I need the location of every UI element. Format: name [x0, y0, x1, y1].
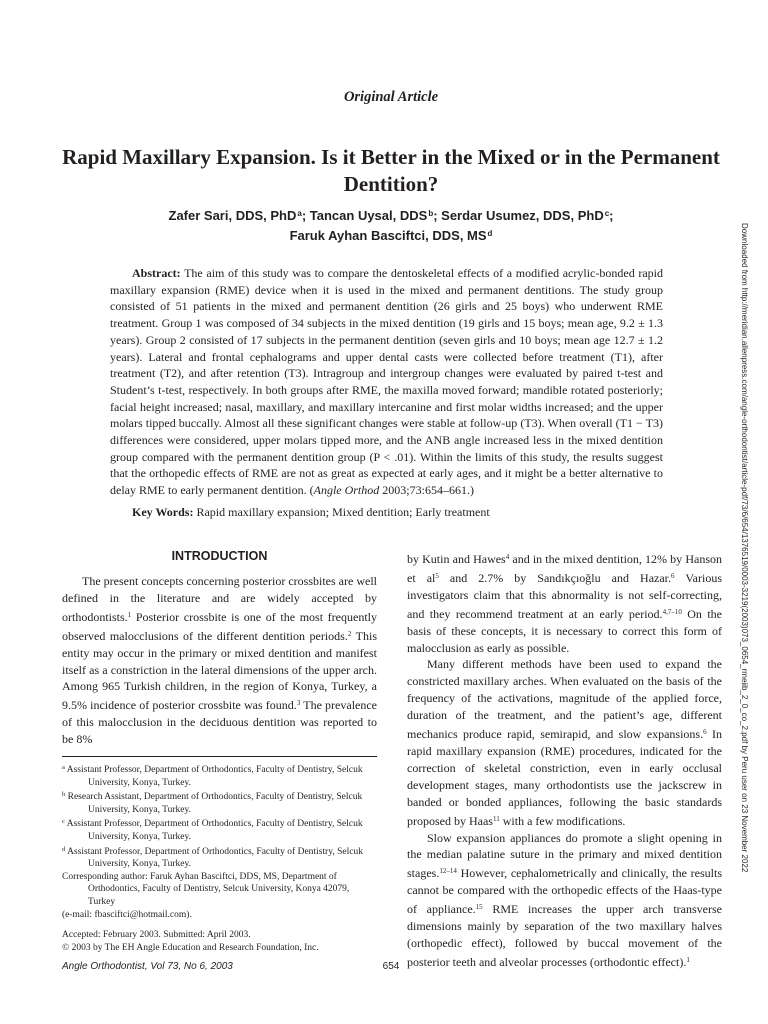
- keywords-text: Rapid maxillary expansion; Mixed dentition; Early treatment: [196, 505, 490, 519]
- author-line-2: [60, 225, 722, 245]
- email: (e-mail: fbasciftci@hotmail.com).: [62, 909, 192, 920]
- left-column: [62, 573, 377, 748]
- paragraph: Many different methods have been used to expand the constricted maxillary arches. When evaluated on the basis of the frequency of the activations, magnitude of the applied force, duration of the treatment, and the patient’s age, different mechanics produce rapid, semirapid, and slow expansions.$^6$ In rapid maxillary expansion (RME) procedures, indicated for the correction of skeletal constriction, even in early occlusal development stages, many orthodontists use the jackscrew in banded or bonded appliances, following the basic standards proposed by Haas$^{11}$ with a few modifications.: [407, 657, 723, 828]
- footnote-divider: [62, 756, 377, 757]
- abstract: [110, 265, 663, 499]
- footnote: $^c$ Assistant Professor, Department of Orthodontics, Faculty of Dentistry, Selcuk University, Konya, Turkey.: [62, 818, 363, 842]
- author-name: Serdar Usumez, DDS, PhD: [441, 208, 604, 223]
- footer-journal: Angle Orthodontist, Vol 73, No 6, 2003: [62, 961, 233, 972]
- page-number: 654: [382, 961, 400, 972]
- paragraph: by Kutin and Hawes$^4$ and in the mixed dentition, 12% by Hanson et $al^5$ and 2.7% by Sandıkçıoğlu and Hazar.$^6$ Various investigators claim that this abnormality is not self-correcting, and they recommend treatment at an early period.$^{4,7-10}$ On the basis of these concepts, it is necessary to correct this form of malocclusion as early as possible.: [407, 552, 722, 655]
- author-mark: b: [428, 209, 434, 218]
- corresponding-author: Corresponding author: Faruk Ayhan Basciftci, DDS, MS, Department of Orthodontics, Faculty of Dentistry, Selcuk University, Konya 42079, Turkey: [62, 871, 350, 907]
- introduction-heading: INTRODUCTION: [171, 549, 268, 563]
- section-label: Original Article: [343, 89, 439, 105]
- footnote: $^d$ Assistant Professor, Department of Orthodontics, Faculty of Dentistry, Selcuk University, Konya, Turkey.: [62, 845, 363, 870]
- right-column: [407, 549, 722, 971]
- abstract-label: Abstract:: [132, 266, 181, 280]
- download-watermark-text: Downloaded from http://meridian.allenpress.com/angle-orthodontist/article-pdf/73/6/654/1376519/0003-3219(2003)073_0654_rmeiib_2_0_co_2.pdf by Peru user on 23 November 2022: [740, 223, 749, 873]
- paragraph: The present concepts concerning posterior crossbites are well defined in the literature and are widely accepted by orthodontists.$^1$ Posterior crossbite is one of the most frequently observed malocclusions of the different dentition periods.$^2$ This entity may occur in the primary or mixed dentition and manifest itself as a constriction in the lateral dimensions of the upper arch. Among 965 Turkish children, in the region of Konya, Turkey, a 9.5% incidence of posterior crossbite was found.$^3$ The prevalence of this malocclusion in the deciduous dentition was reported to be 8%: [62, 574, 378, 747]
- author-name: Faruk Ayhan Basciftci, DDS, MS: [289, 228, 487, 243]
- author-mark: c: [604, 209, 610, 218]
- abstract-citation-journal: Angle Orthod: [313, 483, 380, 498]
- paragraph: Slow expansion appliances do promote a slight opening in the median palatine suture in the primary and mixed dentition stages.$^{12-14}$ However, cephalometrically and clinically, the results cannot be compared with the orthopedic effects of the Haas-type of appliance.$^{15}$ RME increases the upper arch transverse dimensions mainly by separation of the two maxillary halves (orthopedic effect), followed by buccal movement of the posterior teeth and alveolar processes (orthodontic effect).$^1$: [407, 830, 722, 969]
- author-mark: d: [487, 229, 493, 238]
- abstract-citation: 2003;73:654–661.): [379, 483, 474, 498]
- abstract-text: The aim of this study was to compare the dentoskeletal effects of a modified acrylic-bonded rapid maxillary expansion (RME) device when it is used in the mixed and permanent dentitions. The study group consisted of 51 patients in the mixed and permanent dentition (26 girls and 25 boys) who underwent RME treatment. Group 1 was composed of 34 subjects in the mixed dentition (19 girls and 15 boys; mean age, 9.2 ± 1.3 years). Group 2 consisted of 17 subjects in the permanent dentition (seven girls and 10 boys; mean age 12.7 ± 1.2 years). Lateral and frontal cephalograms and upper dental casts were collected before treatment (T1), after treatment (T2), and after retention (T3). Intragroup and intergroup changes were evaluated by paired t-test and Student’s t-test, respectively. In both groups after RME, the maxilla moved forward; mandible rotated posteriorly; facial height increased; nasal, maxillary, and maxillary intercanine and first molar widths increased; and the upper molars tipped buccally. Almost all these significant changes were stable at follow-up (T3). When overall (T1 − T3) differences were considered, upper molars tipped more, and the ANB angle increased less in the mixed dentition group compared with the permanent dentition group (P < .01). Within the limits of this study, the results suggest that the orthopedic effects of RME are not as great as expected at early ages, and it might be a better alternative to delay RME to early permanent dentition. (: [110, 266, 663, 498]
- footnote: $^b$ Research Assistant, Department of Orthodontics, Faculty of Dentistry, Selcuk University, Konya, Turkey.: [62, 791, 363, 815]
- article-title: Rapid Maxillary Expansion. Is it Better in the Mixed or in the Permanent Dentition?: [62, 145, 720, 196]
- author-list: [60, 205, 722, 245]
- copyright: © 2003 by The EH Angle Education and Research Foundation, Inc.: [62, 942, 319, 953]
- author-line-1: Zafer Sari, DDS, PhD$^a$; Tancan Uysal, DDS$^b$; Serdar Usumez, DDS, PhD$^c$;: [168, 208, 614, 223]
- footnotes: [62, 762, 377, 954]
- keywords-label: Key Words:: [132, 505, 194, 519]
- author-name: Tancan Uysal, DDS: [309, 208, 428, 223]
- footnote: $^a$ Assistant Professor, Department of Orthodontics, Faculty of Dentistry, Selcuk University, Konya, Turkey.: [62, 764, 363, 788]
- author-name: Zafer Sari, DDS, PhD: [168, 208, 297, 223]
- accepted-date: Accepted: February 2003. Submitted: April 2003.: [62, 930, 251, 941]
- author-mark: a: [297, 209, 302, 218]
- keywords: [132, 504, 663, 520]
- download-watermark: [740, 223, 757, 873]
